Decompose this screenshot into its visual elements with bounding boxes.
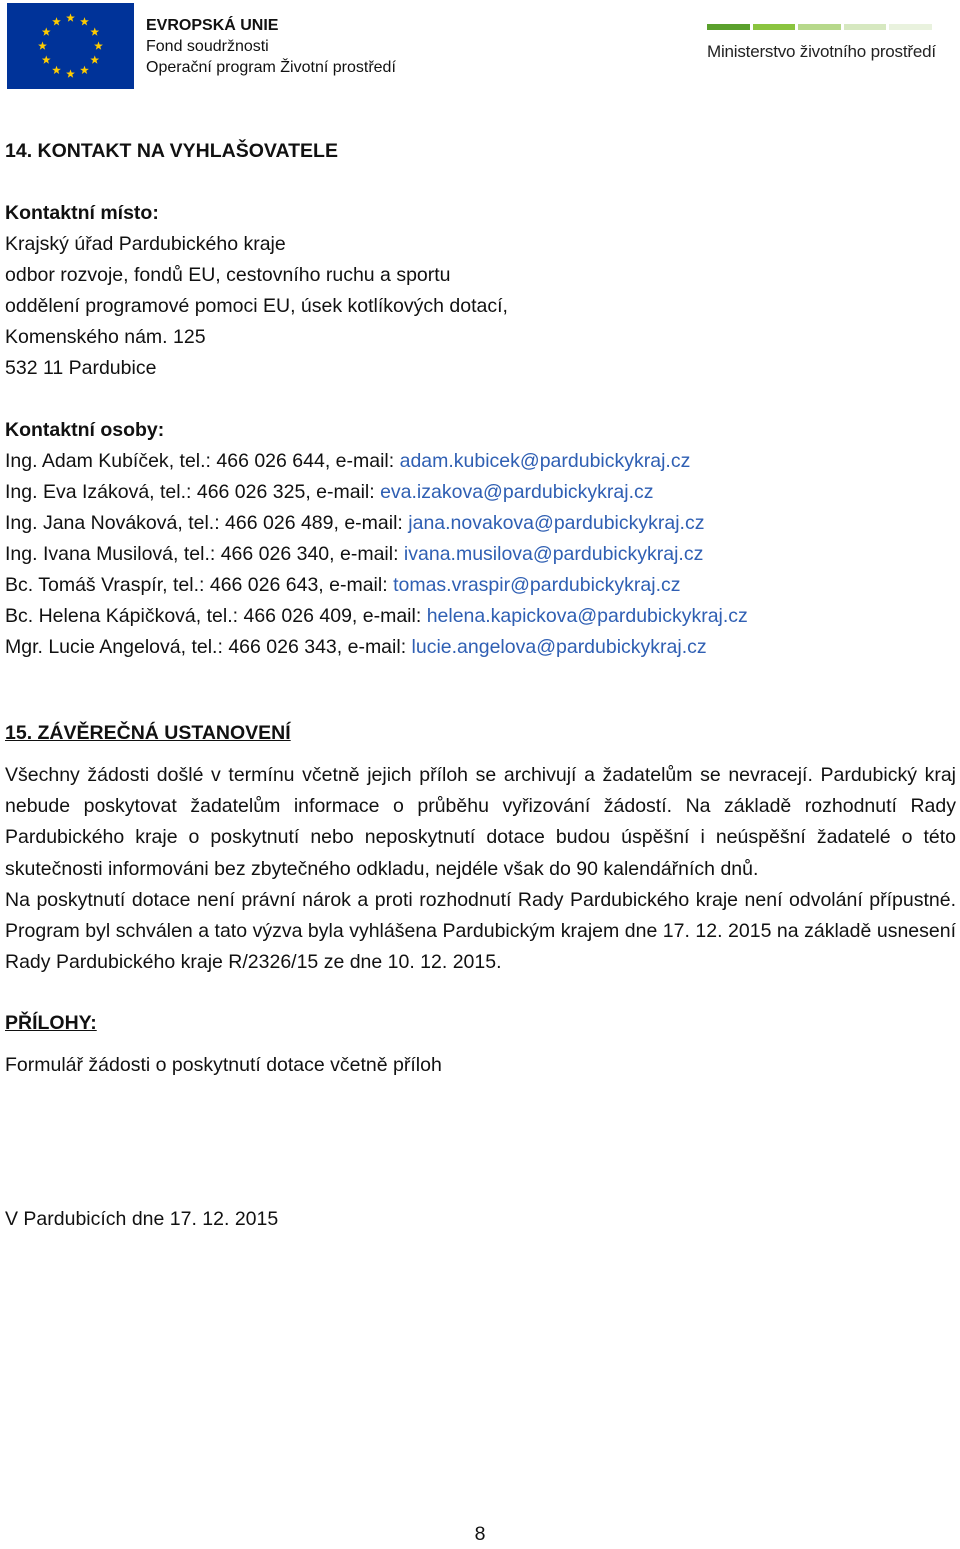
- contact-persons-label: Kontaktní osoby:: [5, 419, 165, 441]
- tel-prefix: , tel.:: [168, 450, 217, 472]
- ministry-logo: [707, 24, 936, 68]
- email-prefix: , e-mail:: [305, 481, 381, 503]
- person-phone: 466 026 343: [228, 636, 337, 658]
- email-prefix: , e-mail:: [333, 512, 409, 534]
- contact-person-row: [5, 601, 956, 632]
- person-email-link[interactable]: adam.kubicek@pardubickykraj.cz: [399, 450, 691, 472]
- address-line: Krajský úřad Pardubického kraje: [5, 233, 286, 255]
- eu-program-logo-text: [146, 15, 396, 78]
- attachments-title: PŘÍLOHY:: [5, 1012, 97, 1035]
- email-prefix: , e-mail:: [336, 636, 412, 658]
- tel-prefix: , tel.:: [195, 605, 244, 627]
- contact-person-row: [5, 632, 956, 663]
- eu-line-3: Operační program Životní prostředí: [146, 59, 396, 76]
- person-name: Bc. Tomáš Vraspír: [5, 574, 163, 596]
- person-phone: 466 026 340: [220, 543, 330, 565]
- person-email-link[interactable]: jana.novakova@pardubickykraj.cz: [408, 512, 705, 534]
- page-number: 8: [474, 1523, 486, 1545]
- tel-prefix: , tel.:: [173, 543, 221, 565]
- person-name: Ing. Eva Izáková: [5, 481, 150, 503]
- tel-prefix: , tel.:: [162, 574, 210, 596]
- ministry-bar: [753, 24, 796, 30]
- ministry-bar: [798, 24, 841, 30]
- tel-prefix: , tel.:: [180, 636, 229, 658]
- person-phone: 466 026 409: [243, 605, 352, 627]
- contact-person-row: [5, 539, 956, 570]
- person-name: Mgr. Lucie Angelová: [5, 636, 181, 658]
- tel-prefix: , tel.:: [149, 481, 197, 503]
- email-prefix: , e-mail:: [318, 574, 394, 596]
- email-prefix: , e-mail:: [351, 605, 427, 627]
- email-prefix: , e-mail:: [329, 543, 404, 565]
- ministry-logo-bars: [707, 24, 932, 30]
- email-prefix: , e-mail:: [324, 450, 400, 472]
- address-line: Komenského nám. 125: [5, 326, 206, 348]
- contact-person-row: [5, 570, 956, 601]
- ministry-bar: [889, 24, 932, 30]
- document-body: [5, 136, 956, 1235]
- eu-line-1: EVROPSKÁ UNIE: [146, 17, 279, 34]
- ministry-name: Ministerstvo životního prostředí: [707, 42, 936, 61]
- person-name: Ing. Adam Kubíček: [5, 450, 169, 472]
- contact-place-label: Kontaktní místo:: [5, 202, 159, 224]
- person-email-link[interactable]: lucie.angelova@pardubickykraj.cz: [411, 636, 707, 658]
- contact-person-row: [5, 446, 956, 477]
- person-name: Ing. Ivana Musilová: [5, 543, 174, 565]
- person-name: Ing. Jana Nováková: [5, 512, 178, 534]
- tel-prefix: , tel.:: [177, 512, 226, 534]
- person-phone: 466 026 325: [196, 481, 306, 503]
- person-email-link[interactable]: ivana.musilova@pardubickykraj.cz: [403, 543, 704, 565]
- person-email-link[interactable]: helena.kapickova@pardubickykraj.cz: [426, 605, 748, 627]
- eu-line-2: Fond soudržnosti: [146, 38, 269, 55]
- attachment-item: Formulář žádosti o poskytnutí dotace včetně příloh: [5, 1054, 442, 1077]
- person-phone: 466 026 644: [216, 450, 325, 472]
- address-line: 532 11 Pardubice: [5, 357, 157, 379]
- person-email-link[interactable]: eva.izakova@pardubickykraj.cz: [380, 481, 654, 503]
- contact-person-row: [5, 508, 956, 539]
- person-email-link[interactable]: tomas.vraspir@pardubickykraj.cz: [393, 574, 681, 596]
- page-header: [0, 0, 960, 95]
- person-phone: 466 026 643: [209, 574, 319, 596]
- contact-persons-list: [5, 446, 956, 663]
- address-line: oddělení programové pomoci EU, úsek kotlíkových dotací,: [5, 295, 508, 317]
- contact-person-row: [5, 477, 956, 508]
- final-provisions-paragraph-2: Na poskytnutí dotace není právní nárok a proti rozhodnutí Rady Pardubického kraje není odvolání přípustné. Program byl schválen a tato výzva byla vyhlášena Pardubickým krajem dne 17. 12. 2015 na základě usnesení Rady Pardubického kraje R/2326/15 ze dne 10. 12. 2015.: [5, 888, 956, 974]
- person-phone: 466 026 489: [225, 512, 334, 534]
- ministry-bar: [844, 24, 887, 30]
- signature-date: V Pardubicích dne 17. 12. 2015: [5, 1208, 279, 1231]
- section-15-title: 15. ZÁVĚREČNÁ USTANOVENÍ: [5, 722, 291, 744]
- ministry-bar: [707, 24, 750, 30]
- address-line: odbor rozvoje, fondů EU, cestovního ruchu a sportu: [5, 264, 451, 286]
- eu-flag-icon: [7, 3, 134, 89]
- person-name: Bc. Helena Kápičková: [5, 605, 196, 627]
- section-14-title: 14. KONTAKT NA VYHLAŠOVATELE: [5, 140, 338, 162]
- final-provisions-paragraph-1: Všechny žádosti došlé v termínu včetně jejich příloh se archivují a žadatelům se nevracejí. Pardubický kraj nebude poskytovat žadatelům informace o průběhu vyřizování žádostí. Na základě rozhodnutí Rady Pardubického kraje o poskytnutí nebo neposkytnutí dotace budou úspěšní i neúspěšní žadatelé o této skutečnosti informováni bez zbytečného odkladu, nejdéle však do 90 kalendářních dnů.: [5, 764, 956, 880]
